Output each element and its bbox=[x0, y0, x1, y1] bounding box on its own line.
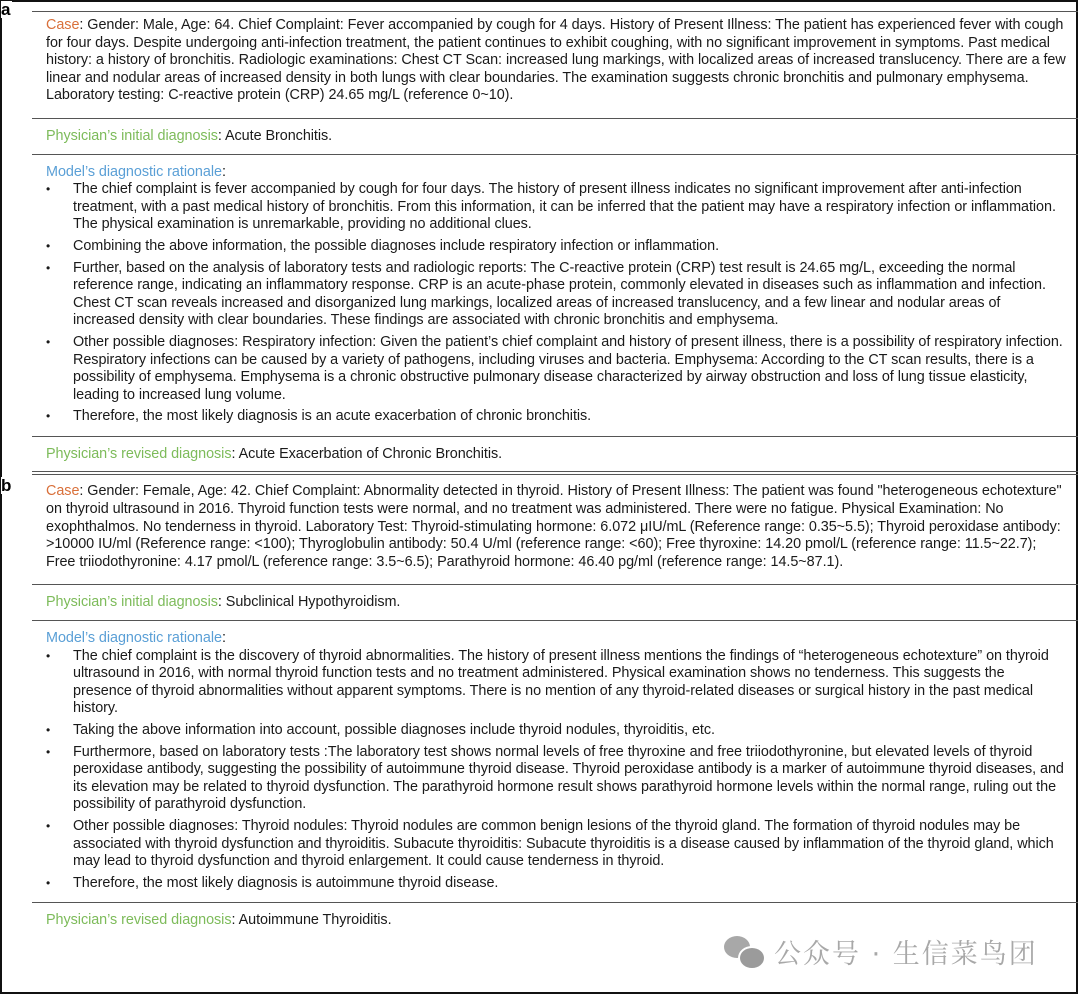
panel-a bbox=[32, 11, 1078, 471]
panel-b bbox=[32, 471, 1078, 937]
case-description bbox=[32, 12, 1078, 118]
rationale-colon: : bbox=[221, 163, 226, 180]
revised-diagnosis-label: Physician’s revised diagnosis bbox=[46, 912, 232, 929]
case-label: Case bbox=[46, 483, 80, 500]
case-description bbox=[32, 475, 1078, 584]
model-rationale bbox=[32, 155, 1078, 436]
rationale-list bbox=[46, 648, 1066, 893]
rationale-label: Model’s diagnostic rationale bbox=[46, 163, 222, 180]
initial-diagnosis-label: Physician’s initial diagnosis bbox=[46, 594, 218, 611]
rationale-bullet: • Taking the above information into account, possible diagnoses include thyroid nodules, thyroiditis, etc. bbox=[46, 722, 1066, 740]
watermark-text: 公众号 · 生信菜鸟团 bbox=[774, 939, 1038, 970]
rationale-bullet: • Other possible diagnoses: Thyroid nodules: Thyroid nodules are common benign lesions of the thyroid gland. The formation of thyroid nodules may be associated with thyroid dysfunction and thyroiditis. Subacute thyroiditis: Subacute thyroiditis is a disease caused by inflammation of the thyroid gland, which may lead to thyroid dysfunction and thyroid enlargement. It could cause tenderness in thyroid. bbox=[46, 818, 1066, 871]
case-text: : Gender: Male, Age: 64. Chief Complaint: Fever accompanied by cough for 4 days. History of Present Illness: The patient has experienced fever with cough for four days. Despite undergoing anti-infection treatment, the patient continues to exhibit coughing, with no significant improvement in symptoms. Past medical history: a history of bronchitis. Radiologic examinations: Chest CT Scan: increased lung markings, with localized areas of increased translucency. There are a few linear and nodular areas of increased density in both lungs with clear boundaries. The examination suggests chronic bronchitis and pulmonary emphysema. Laboratory testing: C-reactive protein (CRP) 24.65 mg/L (reference 0~10). bbox=[46, 17, 1066, 104]
revised-diagnosis-text: : Acute Exacerbation of Chronic Bronchitis. bbox=[231, 445, 503, 462]
rationale-bullet: • Therefore, the most likely diagnosis is autoimmune thyroid disease. bbox=[46, 875, 1066, 893]
panel-letter-a: a bbox=[1, 0, 11, 19]
revised-diagnosis bbox=[32, 437, 1078, 472]
rationale-colon: : bbox=[221, 630, 226, 647]
wechat-icon bbox=[724, 934, 764, 970]
rationale-bullet: • Further, based on the analysis of laboratory tests and radiologic reports: The C-reactive protein (CRP) test result is 24.65 mg/L, exceeding the normal reference range, indicating an inflammatory response. CRP is an acute-phase protein, commonly elevated in diseases such as inflammation and infection. Chest CT scan reveals increased and disorganized lung markings, localized areas of increased translucency, and a few linear and nodular areas of increased density with clear boundaries. These findings are associated with chronic bronchitis and emphysema. bbox=[46, 260, 1066, 330]
rationale-bullet: • The chief complaint is fever accompanied by cough for four days. The history of present illness indicates no significant improvement after anti-infection treatment, with a past medical history of bronchitis. From this information, it can be inferred that the patient may have a respiratory infection or inflammation. The physical examination is unremarkable, providing no additional clues. bbox=[46, 181, 1066, 234]
panel-letter-b: b bbox=[1, 476, 12, 495]
initial-diagnosis-text: : Acute Bronchitis. bbox=[217, 127, 333, 144]
case-text: : Gender: Female, Age: 42. Chief Complaint: Abnormality detected in thyroid. History of Present Illness: The patient was found "heterogeneous echotexture" on thyroid ultrasound in 2016. Thyroid function tests were normal, and no treatment was administered. There were no fatigue. Physical Examination: No exophthalmos. No tenderness in thyroid. Laboratory Test: Thyroid-stimulating hormone: 6.072 μIU/mL (Reference range: 0.35~5.5); Thyroid peroxidase antibody: >10000 IU/ml (Reference range: <100); Thyroglobulin antibody: 50.4 U/ml (reference range: <60); Free thyroxine: 14.20 pmol/L (reference range: 11.5~22.7); Free triiodothyronine: 4.17 pmol/L (reference range: 3.5~6.5); Parathyroid hormone: 46.40 pg/ml (reference range: 14.5~87.1). bbox=[46, 483, 1062, 570]
rationale-list bbox=[46, 181, 1066, 426]
rationale-bullet: • Other possible diagnoses: Respiratory infection: Given the patient’s chief complaint and history of present illness, there is a possibility of respiratory infection. Respiratory infections can be caused by a variety of pathogens, including viruses and bacteria. Emphysema: According to the CT scan results, there is a possibility of emphysema. Emphysema is a chronic obstructive pulmonary disease characterized by airway obstruction and loss of lung tissue elasticity, leading to increased lung volume. bbox=[46, 334, 1066, 404]
initial-diagnosis-label: Physician’s initial diagnosis bbox=[46, 127, 218, 144]
rationale-bullet: • The chief complaint is the discovery of thyroid abnormalities. The history of present illness mentions the findings of “heterogeneous echotexture” on thyroid ultrasound in 2016, with normal thyroid function tests and no treatment administered. Physical examination shows no tenderness. This suggests the presence of thyroid abnormalities without apparent symptoms. There is no mention of any thyroid-related diseases or surgical history in the past medical history. bbox=[46, 648, 1066, 718]
rationale-bullet: • Therefore, the most likely diagnosis is an acute exacerbation of chronic bronchitis. bbox=[46, 408, 1066, 426]
rationale-label: Model’s diagnostic rationale bbox=[46, 630, 222, 647]
divider bbox=[32, 471, 1078, 472]
rationale-bullet: • Furthermore, based on laboratory tests :The laboratory test shows normal levels of free thyroxine and free triiodothyronine, but elevated levels of thyroid peroxidase antibody, suggesting the possibility of autoimmune thyroid disease. Thyroid peroxidase antibody is a marker of autoimmune thyroid diseases, and its elevation may be related to thyroid dysfunction. The parathyroid hormone result shows parathyroid hormone levels within the normal range, ruling out the possibility of parathyroid dysfunction. bbox=[46, 744, 1066, 814]
case-label: Case bbox=[46, 17, 80, 33]
initial-diagnosis bbox=[32, 119, 1078, 154]
watermark bbox=[724, 932, 1038, 971]
revised-diagnosis-text: : Autoimmune Thyroiditis. bbox=[231, 912, 392, 929]
rationale-bullet: • Combining the above information, the possible diagnoses include respiratory infection or inflammation. bbox=[46, 238, 1066, 256]
revised-diagnosis-label: Physician’s revised diagnosis bbox=[46, 445, 232, 462]
initial-diagnosis bbox=[32, 585, 1078, 620]
model-rationale bbox=[32, 621, 1078, 902]
figure-content bbox=[32, 0, 1078, 938]
initial-diagnosis-text: : Subclinical Hypothyroidism. bbox=[217, 594, 401, 611]
